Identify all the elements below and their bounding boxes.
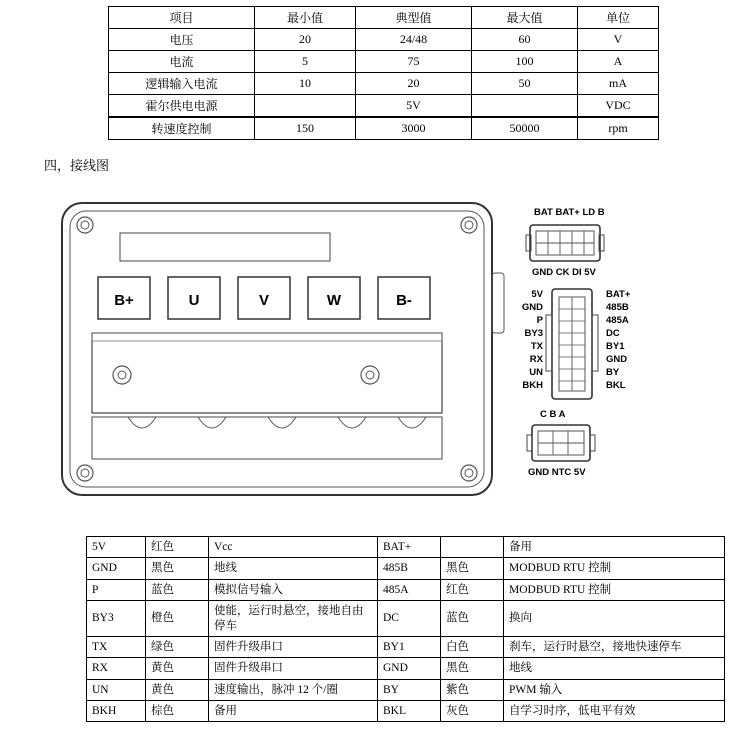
- pin-cell: 模拟信号输入: [209, 579, 378, 600]
- pin-cell: BKH: [87, 701, 146, 722]
- table-row: [109, 73, 659, 95]
- spec-cell: 逻辑输入电流: [109, 73, 255, 95]
- terminal-label-w: W: [326, 292, 342, 309]
- pin-label-right-485a: 485A: [606, 315, 629, 326]
- spec-cell: 5: [255, 51, 356, 73]
- spec-cell: 10: [255, 73, 356, 95]
- spec-cell: 50: [472, 73, 578, 95]
- bottom-connector: [527, 425, 595, 461]
- pin-cell: 刹车，运行时悬空，接地快速停车: [504, 636, 725, 657]
- spec-header-min: 最小值: [255, 7, 356, 29]
- pin-table-container: [86, 536, 682, 722]
- spec-cell: 转速度控制: [109, 117, 255, 140]
- top-connector-label-upper: BAT BAT+ LD B: [534, 207, 605, 218]
- pin-table: [86, 536, 725, 722]
- table-row: [87, 636, 725, 657]
- bottom-connector-label-upper: C B A: [540, 409, 566, 420]
- spec-cell: 20: [255, 29, 356, 51]
- pin-cell: 使能，运行时悬空，接地自由停车: [209, 601, 378, 637]
- spec-cell: 75: [356, 51, 472, 73]
- pin-label-right-batplus: BAT+: [606, 289, 631, 300]
- pin-cell: 485B: [378, 558, 441, 579]
- spec-cell: 5V: [356, 95, 472, 118]
- pin-cell: BY3: [87, 601, 146, 637]
- pin-cell: BY: [378, 679, 441, 700]
- spec-header-max: 最大值: [472, 7, 578, 29]
- pin-cell: 灰色: [441, 701, 504, 722]
- spec-header-item: 项目: [109, 7, 255, 29]
- pin-cell: 棕色: [146, 701, 209, 722]
- pin-cell: 黑色: [441, 658, 504, 679]
- pin-cell: RX: [87, 658, 146, 679]
- terminal-label-v: V: [258, 292, 270, 309]
- terminal-label-u: U: [188, 292, 200, 309]
- pin-cell: 黄色: [146, 658, 209, 679]
- spec-cell: 50000: [472, 117, 578, 140]
- table-row: [87, 579, 725, 600]
- pin-cell: 5V: [87, 537, 146, 558]
- pin-cell: 备用: [504, 537, 725, 558]
- pin-label-right-dc: DC: [606, 328, 620, 339]
- table-row: [87, 558, 725, 579]
- pin-cell: 485A: [378, 579, 441, 600]
- pin-cell: UN: [87, 679, 146, 700]
- pin-cell: 蓝色: [441, 601, 504, 637]
- pin-cell: DC: [378, 601, 441, 637]
- table-row: [109, 29, 659, 51]
- spec-cell: rpm: [578, 117, 659, 140]
- pin-cell: 黑色: [441, 558, 504, 579]
- pin-cell: BKL: [378, 701, 441, 722]
- spec-cell: 24/48: [356, 29, 472, 51]
- top-connector: [526, 225, 604, 261]
- spec-cell: 60: [472, 29, 578, 51]
- pin-cell: 橙色: [146, 601, 209, 637]
- table-row: [109, 51, 659, 73]
- spec-cell: [472, 95, 578, 118]
- table-row: [87, 537, 725, 558]
- pin-cell: GND: [87, 558, 146, 579]
- pin-label-right-bkl: BKL: [606, 380, 626, 391]
- spec-table-container: [108, 6, 653, 140]
- pin-label-left-un: UN: [529, 367, 543, 378]
- table-row: [109, 117, 659, 140]
- pin-cell: 白色: [441, 636, 504, 657]
- pin-label-left-tx: TX: [530, 341, 543, 352]
- pin-label-left-p: P: [536, 315, 543, 326]
- pin-cell: MODBUD RTU 控制: [504, 579, 725, 600]
- pin-cell: 速度输出，脉冲 12 个/圈: [209, 679, 378, 700]
- pin-cell: PWM 输入: [504, 679, 725, 700]
- pin-cell: 地线: [504, 658, 725, 679]
- pin-cell: BAT+: [378, 537, 441, 558]
- table-row: [87, 601, 725, 637]
- table-row: [109, 7, 659, 29]
- section-heading: 四，接线图: [44, 158, 110, 173]
- spec-cell: 电压: [109, 29, 255, 51]
- pin-label-left-by3: BY3: [524, 328, 543, 339]
- pin-cell: 地线: [209, 558, 378, 579]
- spec-cell: [255, 95, 356, 118]
- pin-label-right-by: BY: [606, 367, 620, 378]
- spec-header-unit: 单位: [578, 7, 659, 29]
- terminal-label-bplus: B+: [114, 292, 134, 309]
- spec-cell: mA: [578, 73, 659, 95]
- spec-table: [108, 6, 659, 140]
- table-row: [87, 701, 725, 722]
- wiring-diagram: [40, 185, 710, 515]
- pin-cell: 黄色: [146, 679, 209, 700]
- pin-cell: 黑色: [146, 558, 209, 579]
- pin-cell: 紫色: [441, 679, 504, 700]
- pin-cell: 红色: [441, 579, 504, 600]
- pin-label-left-rx: RX: [529, 354, 543, 365]
- pin-cell: GND: [378, 658, 441, 679]
- main-connector: [546, 289, 598, 399]
- pin-label-right-485b: 485B: [606, 302, 629, 313]
- pin-cell: MODBUD RTU 控制: [504, 558, 725, 579]
- spec-cell: V: [578, 29, 659, 51]
- spec-cell: VDC: [578, 95, 659, 118]
- pin-cell: Vcc: [209, 537, 378, 558]
- spec-cell: 100: [472, 51, 578, 73]
- pin-cell: 绿色: [146, 636, 209, 657]
- table-row: [87, 679, 725, 700]
- spec-cell: 20: [356, 73, 472, 95]
- spec-cell: 霍尔供电电源: [109, 95, 255, 118]
- top-connector-label-lower: GND CK DI 5V: [532, 267, 596, 278]
- terminal-label-bminus: B-: [396, 292, 412, 309]
- pin-cell: 自学习时序，低电平有效: [504, 701, 725, 722]
- table-row: [87, 658, 725, 679]
- pin-cell: 红色: [146, 537, 209, 558]
- spec-cell: A: [578, 51, 659, 73]
- spec-cell: 3000: [356, 117, 472, 140]
- pin-label-right-gnd: GND: [606, 354, 628, 365]
- spec-header-typ: 典型值: [356, 7, 472, 29]
- pin-cell: 备用: [209, 701, 378, 722]
- pin-cell: [441, 537, 504, 558]
- pin-label-left-bkh: BKH: [522, 380, 543, 391]
- bottom-connector-label-lower: GND NTC 5V: [528, 467, 586, 478]
- pin-label-left-5v: 5V: [531, 289, 543, 300]
- pin-label-left-gnd: GND: [521, 302, 543, 313]
- pin-cell: P: [87, 579, 146, 600]
- pin-cell: 固件升级串口: [209, 636, 378, 657]
- pin-label-right-by1: BY1: [606, 341, 625, 352]
- pin-cell: BY1: [378, 636, 441, 657]
- spec-cell: 150: [255, 117, 356, 140]
- pin-cell: TX: [87, 636, 146, 657]
- pin-cell: 固件升级串口: [209, 658, 378, 679]
- spec-cell: 电流: [109, 51, 255, 73]
- pin-cell: 蓝色: [146, 579, 209, 600]
- table-row: [109, 95, 659, 118]
- pin-cell: 换向: [504, 601, 725, 637]
